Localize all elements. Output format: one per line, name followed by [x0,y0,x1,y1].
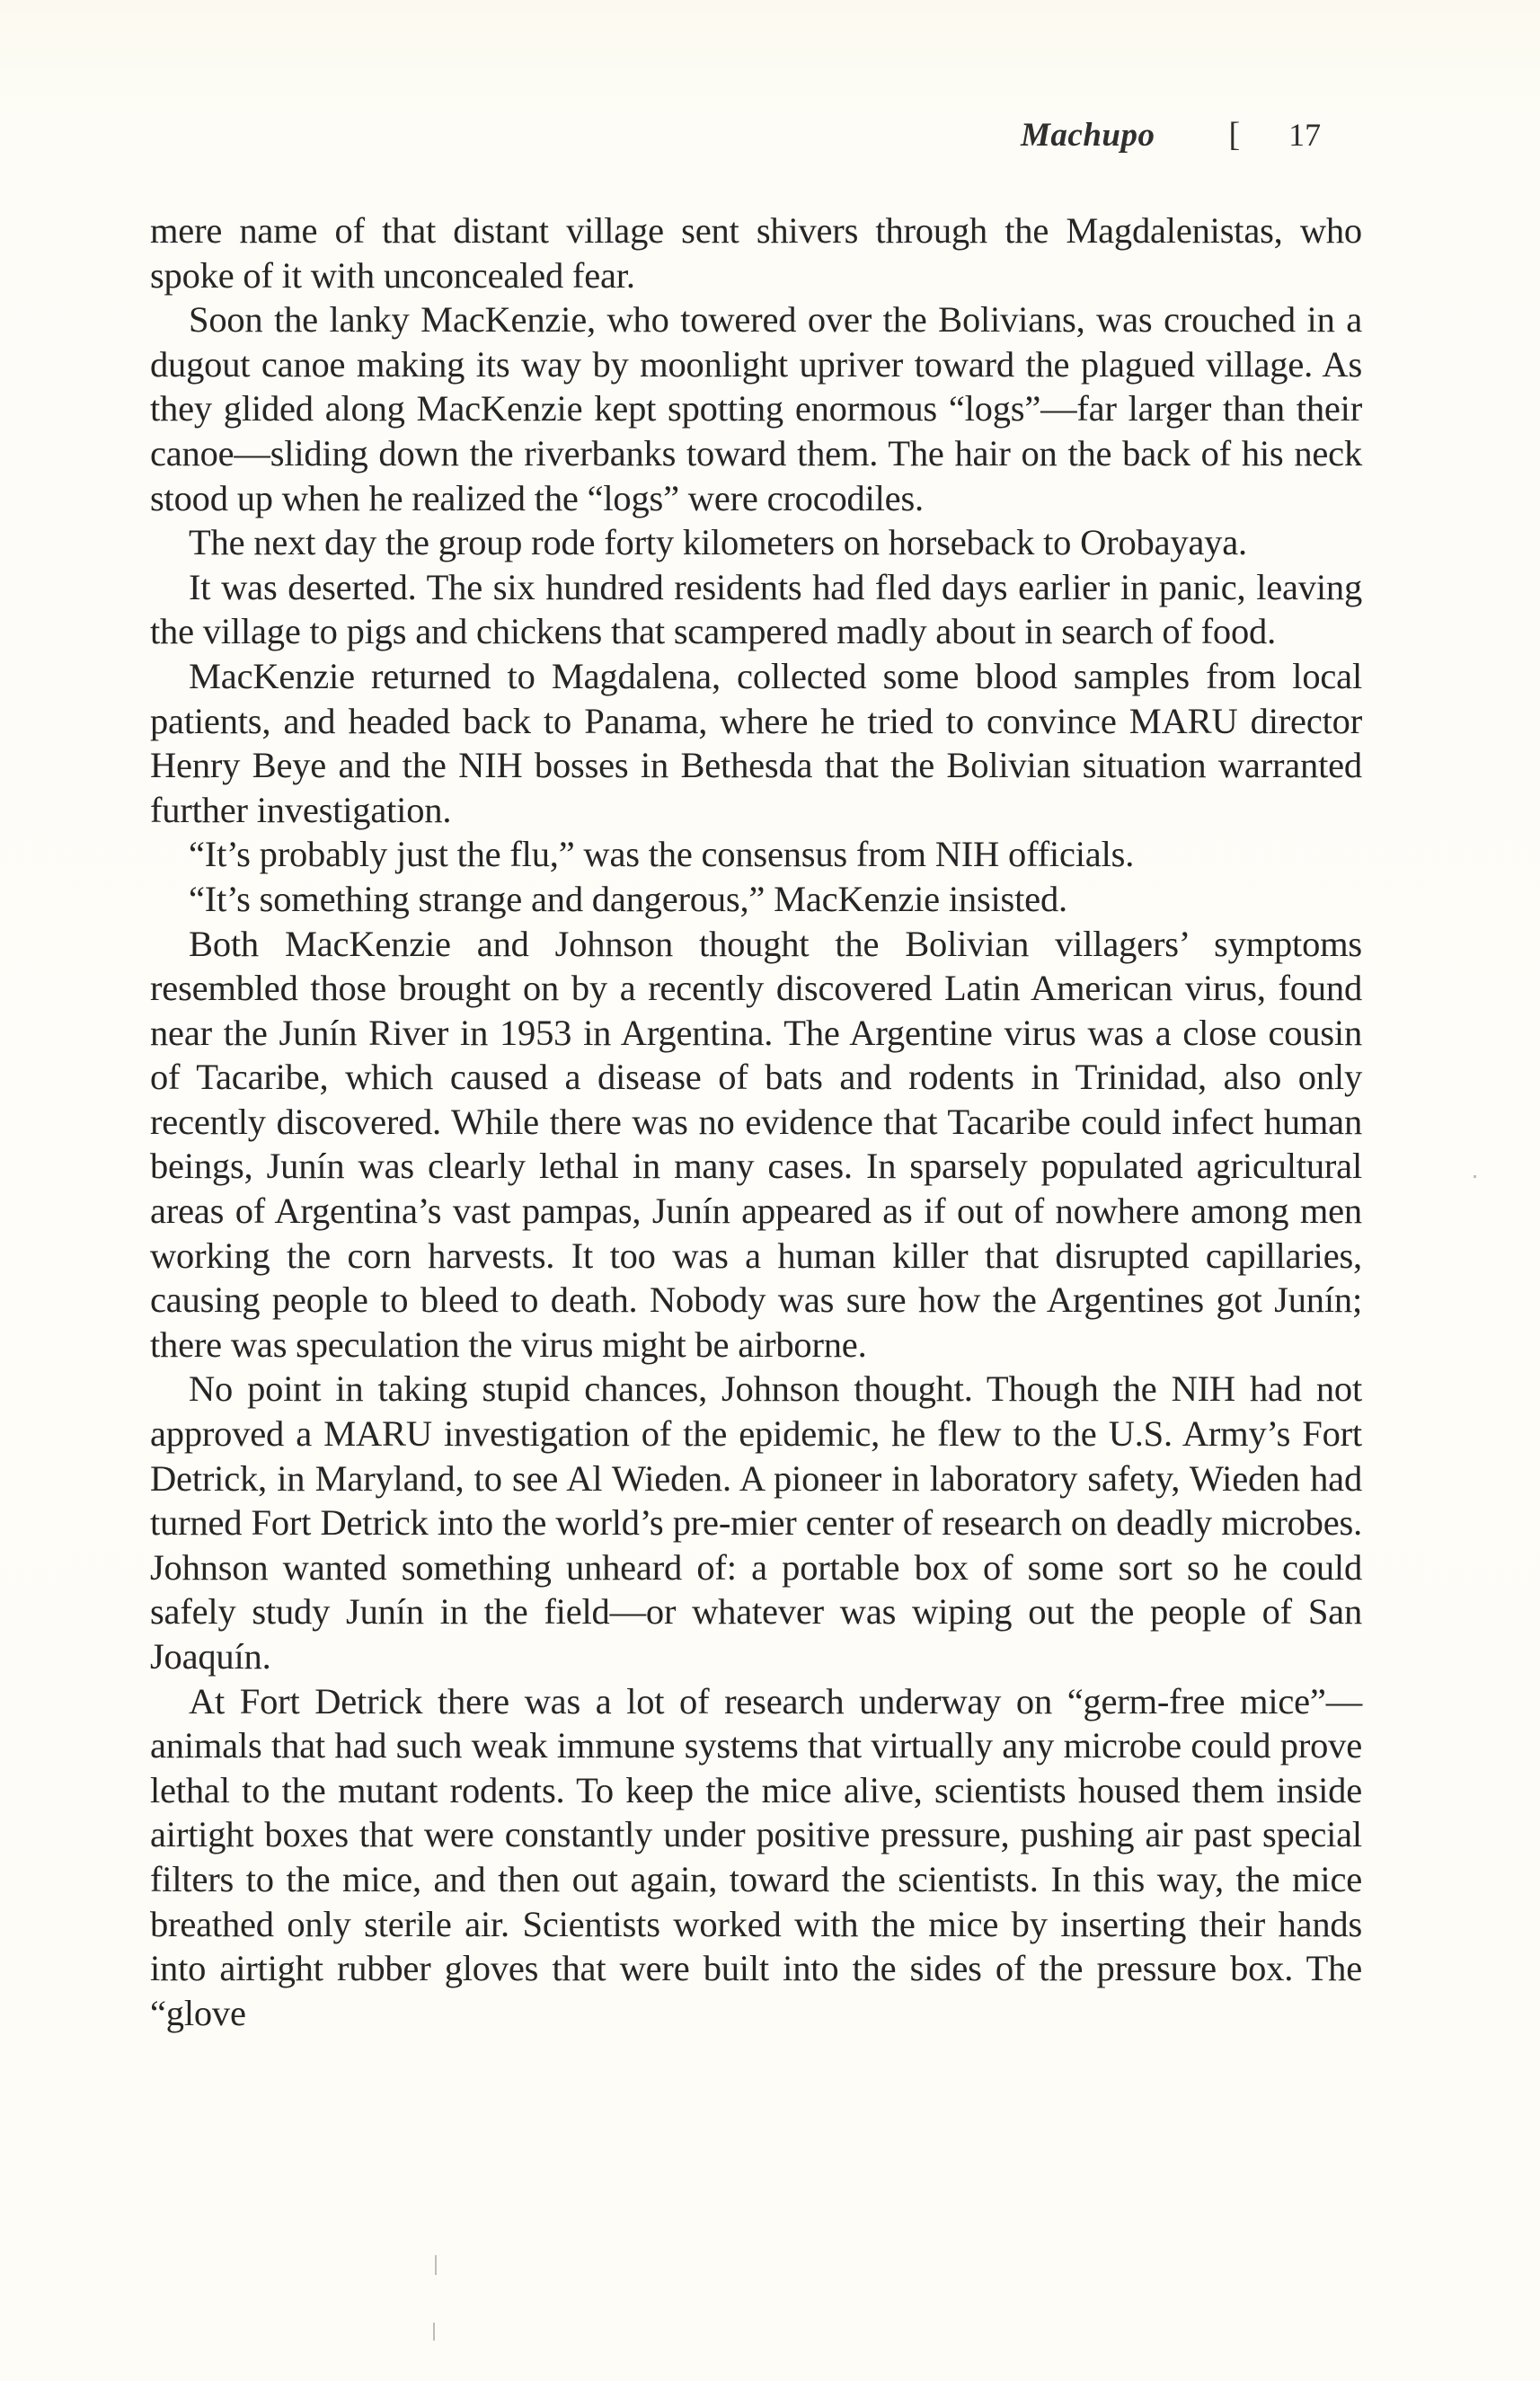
paragraph: Both MacKenzie and Johnson thought the Bolivian villagers’ symptoms resembled those brought on by a recently discovered Latin American virus, found near the Junín River in 1953 in Argentina. The Argentine virus was a close cousin of Tacaribe, which caused a disease of bats and rodents in Trinidad, also only recently discovered. While there was no evidence that Tacaribe could infect human beings, Junín was clearly lethal in many cases. In sparsely populated agricultural areas of Argentina’s vast pampas, Junín appeared as if out of nowhere among men working the corn harvests. It too was a human killer that disrupted capillaries, causing people to bleed to death. Nobody was sure how the Argentines got Junín; there was speculation the virus might be airborne. [150,923,1362,1365]
paragraph: MacKenzie returned to Magdalena, collected some blood samples from local patients, and headed back to Panama, where he tried to convince MARU director Henry Beye and the NIH bosses in Bethesda that the Bolivian situation warranted further investigation. [150,655,1362,830]
paragraph: “It’s probably just the flu,” was the consensus from NIH officials. [189,834,1135,875]
scan-artifact [435,2255,437,2275]
paragraph: It was deserted. The six hundred residents had fled days earlier in panic, leaving the village to pigs and chickens that scampered madly about in search of food. [150,566,1362,652]
running-head [1021,115,1321,169]
scan-artifact [1474,1175,1476,1178]
paragraph: Soon the lanky MacKenzie, who towered over the Bolivians, was crouched in a dugout canoe making its way by moonlight upriver toward the plagued village. As they glided along MacKenzie kept spotting enormous “logs”—far larger than their canoe—sliding down the riverbanks toward them. The hair on the back of his neck stood up when he realized the “logs” were crocodiles. [150,299,1362,518]
body-text [150,208,1362,2035]
paragraph: “It’s something strange and dangerous,” MacKenzie insisted. [189,878,1067,919]
paragraph: At Fort Detrick there was a lot of research underway on “germ-free mice”—animals that had such weak immune systems that virtually any microbe could prove lethal to the mutant rodents. To keep the mice alive, scientists housed them inside airtight boxes that were constantly under positive pressure, pushing air past special filters to the mice, and then out again, toward the scientists. In this way, the mice breathed only sterile air. Scientists worked with the mice by inserting their hands into airtight rubber gloves that were built into the sides of the pressure box. The “glove [150,1680,1362,2033]
header-bracket: [ [1228,116,1241,154]
paragraph: The next day the group rode forty kilometers on horseback to Orobayaya. [189,522,1247,563]
chapter-title: Machupo [1021,117,1155,154]
scan-artifact [433,2323,435,2341]
paragraph: No point in taking stupid chances, Johnson thought. Though the NIH had not approved a MARU investigation of the epidemic, he flew to the U.S. Army’s Fort Detrick, in Maryland, to see Al Wieden. A pioneer in laboratory safety, Wieden had turned Fort Detrick into the world’s pre-mier center of research on deadly microbes. Johnson wanted something unheard of: a portable box of some sort so he could safely study Junín in the field—or whatever was wiping out the people of San Joaquín. [150,1368,1362,1677]
paragraph: mere name of that distant village sent shivers through the Magdalenistas, who spoke of it with unconcealed fear. [150,210,1362,296]
page-number: 17 [1288,117,1322,153]
